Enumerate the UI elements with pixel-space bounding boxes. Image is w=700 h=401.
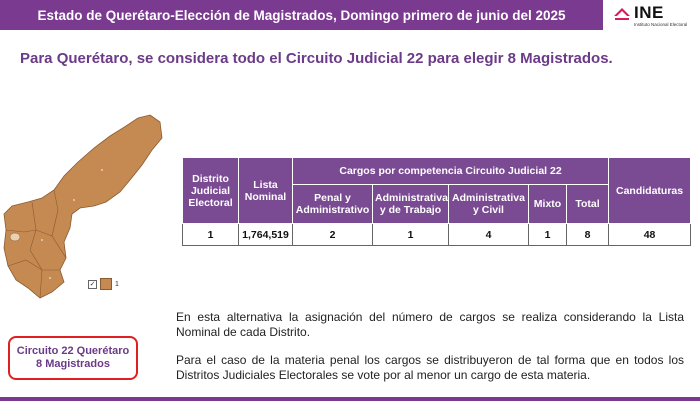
header-penal: Penal y Administrativo (293, 185, 373, 224)
legend-label: 1 (115, 280, 119, 288)
header-admin-civil: Administrativa y Civil (449, 185, 529, 224)
legend-checkbox[interactable]: ✓ (89, 280, 96, 288)
ine-logo (612, 1, 694, 31)
ine-logo-icon (612, 4, 632, 24)
header-total: Total (567, 185, 609, 224)
queretaro-map (2, 110, 167, 310)
bottom-bar (0, 397, 700, 401)
header-distrito: Distrito Judicial Electoral (183, 158, 239, 224)
cell-candidaturas: 48 (609, 224, 691, 246)
paragraph-materia-penal: Para el caso de la materia penal los cargos se distribuyeron de tal forma que en todos los Distritos Judiciales Electorales se vote por al menor un cargo de esta materia. (176, 353, 684, 382)
header-mixto: Mixto (529, 185, 567, 224)
page-subtitle: Para Querétaro, se considera todo el Circuito Judicial 22 para elegir 8 Magistrados. (20, 50, 613, 67)
badge-line-2: 8 Magistrados (36, 358, 110, 370)
cell-total: 8 (567, 224, 609, 246)
cell-mixto: 1 (529, 224, 567, 246)
header-bar (0, 0, 603, 30)
logo-subtext: Instituto Nacional Electoral (634, 22, 688, 27)
cell-distrito: 1 (183, 224, 239, 246)
header-lista-nominal: Lista Nominal (239, 158, 293, 224)
circuit-badge (8, 336, 138, 380)
cell-penal: 2 (293, 224, 373, 246)
header-cargos-group: Cargos por competencia Circuito Judicial 22 (293, 158, 609, 185)
cell-admin-trabajo: 1 (373, 224, 449, 246)
table-row (183, 224, 691, 246)
cargos-table (182, 157, 691, 246)
header-admin-trabajo: Administrativa y de Trabajo (373, 185, 449, 224)
header-title: Estado de Querétaro-Elección de Magistrados, Domingo primero de junio del 2025 (37, 7, 566, 23)
cell-lista-nominal: 1,764,519 (239, 224, 293, 246)
map-legend (88, 278, 119, 290)
paragraph-lista-nominal: En esta alternativa la asignación del número de cargos se realiza considerando la Lista Nominal de cada Distrito. (176, 310, 684, 339)
cell-admin-civil: 4 (449, 224, 529, 246)
logo-text: INE (634, 3, 664, 22)
legend-swatch (100, 278, 112, 290)
district-region (4, 115, 162, 298)
header-candidaturas: Candidaturas (609, 158, 691, 224)
badge-line-1: Circuito 22 Querétaro (16, 345, 130, 357)
